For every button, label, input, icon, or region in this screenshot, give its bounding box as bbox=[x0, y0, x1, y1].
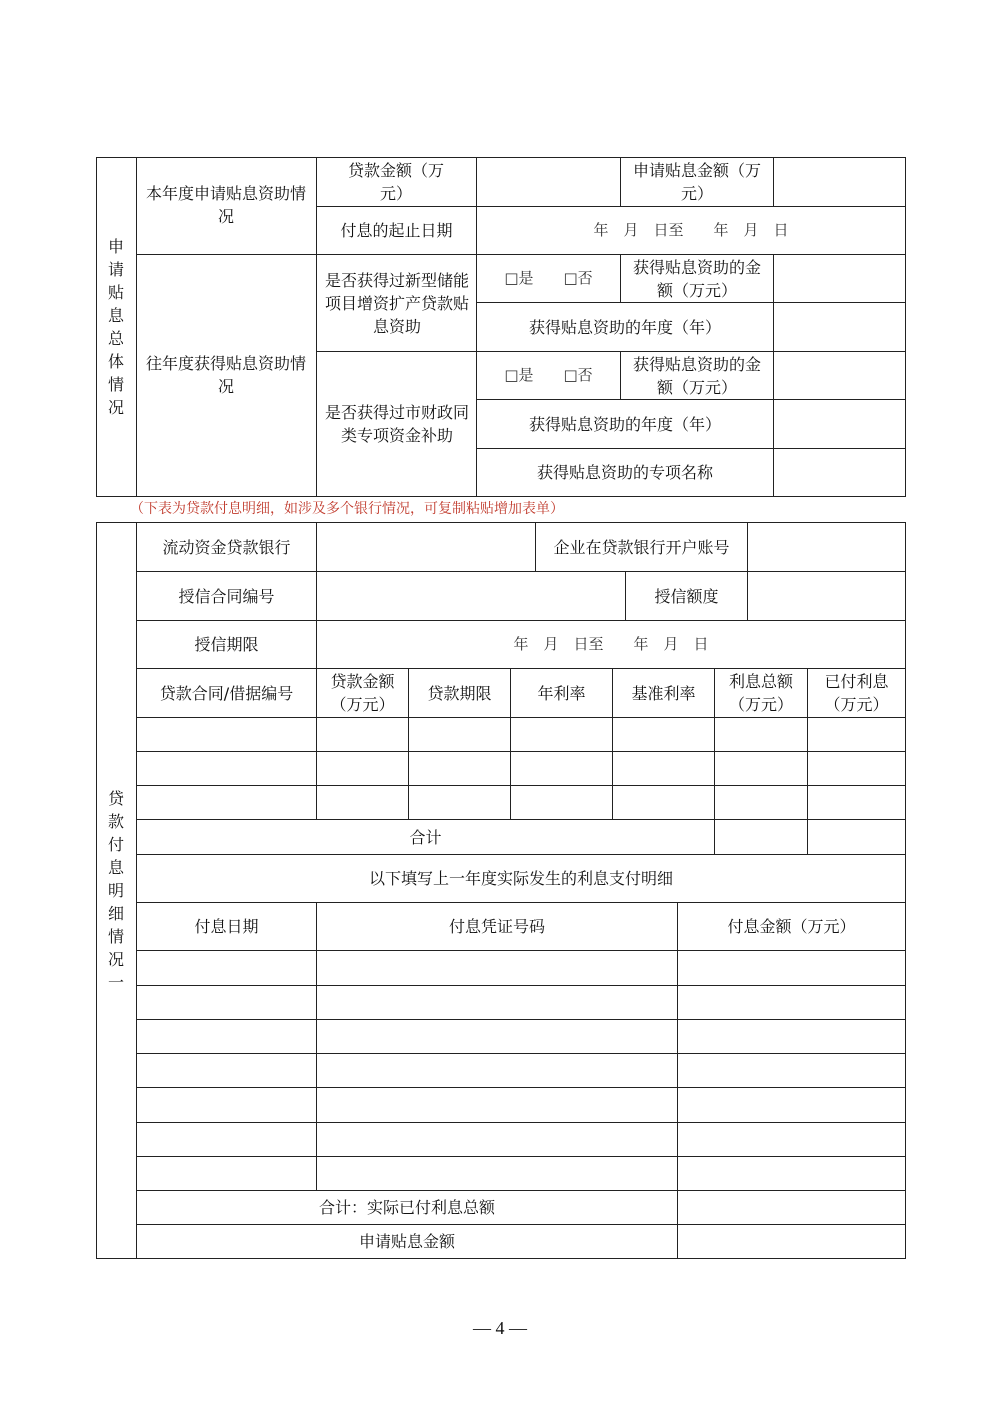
storage-got-amount-label: 获得贴息资助的金额（万元） bbox=[632, 257, 761, 300]
account-value[interactable] bbox=[748, 523, 905, 571]
total-paid-value[interactable] bbox=[678, 1191, 905, 1224]
credit-contract-value[interactable] bbox=[317, 572, 625, 620]
credit-term-label: 授信期限 bbox=[194, 635, 259, 654]
copy-note: （下表为贷款付息明细，如涉及多个银行情况，可复制粘贴增加表单） bbox=[130, 501, 564, 517]
hdr-interest-total: 利息总额（万元） bbox=[728, 672, 793, 714]
page-number: — 4 — bbox=[473, 1318, 527, 1338]
city-got-year-value[interactable] bbox=[774, 400, 905, 448]
hdr-paid-interest: 已付利息（万元） bbox=[824, 672, 889, 714]
apply-amount-label: 申请贴息金额（万元） bbox=[632, 161, 761, 203]
storage-got-year-value[interactable] bbox=[774, 303, 905, 351]
pay-date-range[interactable]: 年 月 日至 年 月 日 bbox=[593, 221, 789, 239]
hdr-voucher-no: 付息凭证号码 bbox=[448, 917, 545, 936]
hdr-loan-term: 贷款期限 bbox=[427, 683, 492, 703]
detail-title: 以下填写上一年度实际发生的利息支付明细 bbox=[368, 869, 673, 888]
credit-contract-label: 授信合同编号 bbox=[178, 586, 275, 606]
hdr-loan-amount: 贷款金额（万元） bbox=[330, 672, 395, 714]
apply-total-value[interactable] bbox=[678, 1225, 905, 1258]
city-yes-no-checkbox[interactable]: □是 □否 bbox=[504, 366, 593, 384]
city-got-year-label: 获得贴息资助的年度（年） bbox=[528, 414, 721, 434]
loan-amount-value[interactable] bbox=[477, 158, 620, 206]
city-got-amount-label: 获得贴息资助的金额（万元） bbox=[632, 354, 761, 397]
past-years-label: 往年度获得贴息资助情况 bbox=[145, 354, 306, 396]
account-label: 企业在贷款银行开户账号 bbox=[553, 537, 730, 557]
credit-term-range[interactable]: 年 月 日至 年 月 日 bbox=[513, 635, 709, 653]
hdr-pay-amount: 付息金额（万元） bbox=[727, 917, 856, 936]
hdr-base-rate: 基准利率 bbox=[631, 683, 696, 703]
q-storage-subsidy: 是否获得过新型储能项目增资扩产贷款贴息资助 bbox=[324, 270, 469, 336]
credit-amount-value[interactable] bbox=[748, 572, 905, 620]
loan-detail-side-label: 贷 款 付 息 明 细 情 况 一 bbox=[107, 788, 124, 992]
hdr-pay-date: 付息日期 bbox=[194, 917, 259, 936]
bank-label: 流动资金贷款银行 bbox=[162, 537, 291, 557]
city-got-name-value[interactable] bbox=[774, 449, 905, 496]
city-got-name-label: 获得贴息资助的专项名称 bbox=[536, 463, 713, 482]
current-year-label: 本年度申请贴息资助情况 bbox=[145, 184, 306, 226]
q-city-subsidy: 是否获得过市财政同类专项资金补助 bbox=[324, 403, 469, 445]
credit-amount-label: 授信额度 bbox=[654, 586, 719, 606]
hdr-contract-no: 贷款合同/借据编号 bbox=[159, 683, 294, 703]
storage-got-year-label: 获得贴息资助的年度（年） bbox=[528, 317, 721, 337]
total-paid-label: 合计：实际已付利息总额 bbox=[318, 1198, 495, 1217]
storage-got-amount-value[interactable] bbox=[774, 255, 905, 302]
loan-amount-label: 贷款金额（万元） bbox=[347, 161, 444, 203]
apply-total-label: 申请贴息金额 bbox=[358, 1232, 455, 1251]
bank-value[interactable] bbox=[317, 523, 535, 571]
city-got-amount-value[interactable] bbox=[774, 352, 905, 399]
pay-dates-label: 付息的起止日期 bbox=[340, 221, 453, 240]
apply-amount-value[interactable] bbox=[774, 158, 905, 206]
loan-subtotal-label: 合计 bbox=[409, 827, 442, 847]
storage-yes-no-checkbox[interactable]: □是 □否 bbox=[504, 269, 593, 287]
overall-side-label: 申 请 贴 息 总 体 情 况 bbox=[107, 236, 124, 417]
hdr-annual-rate: 年利率 bbox=[537, 683, 586, 703]
